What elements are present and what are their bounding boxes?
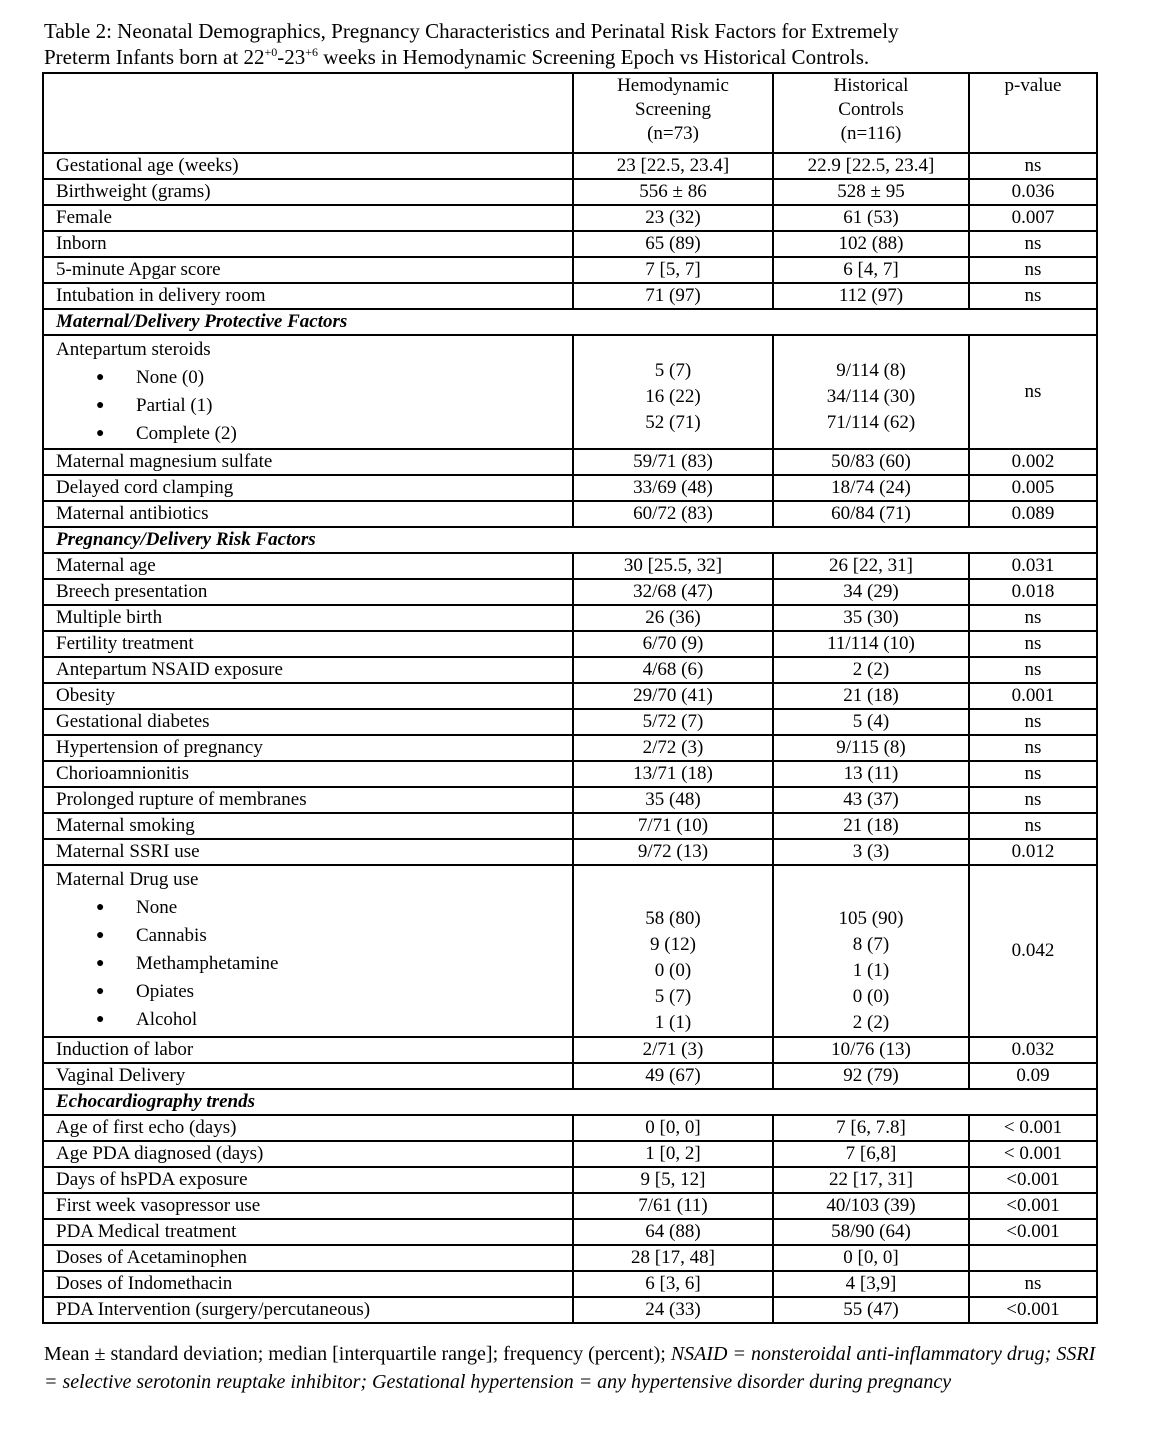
historical-value: 2 (2) <box>773 657 969 683</box>
p-value: 0.018 <box>969 579 1097 605</box>
bullet-icon: ● <box>96 956 105 971</box>
table-row <box>43 787 1097 813</box>
bullet-icon: ● <box>96 426 105 441</box>
historical-value: 26 [22, 31] <box>773 553 969 579</box>
bullet-label: Alcohol <box>136 1009 198 1030</box>
historical-value: 7 [6,8] <box>773 1141 969 1167</box>
bullet-item <box>56 1006 572 1034</box>
footnote-plain: Mean ± standard deviation; median [interquartile range]; frequency (percent); <box>44 1343 671 1365</box>
row-label: Maternal antibiotics <box>43 501 573 527</box>
row-label: Doses of Acetaminophen <box>43 1245 573 1271</box>
historical-value: 92 (79) <box>773 1063 969 1089</box>
hemodynamic-values <box>573 865 773 1037</box>
p-value: ns <box>969 257 1097 283</box>
historical-value: 0 [0, 0] <box>773 1245 969 1271</box>
hemodynamic-value: 28 [17, 48] <box>573 1245 773 1271</box>
row-label: Obesity <box>43 683 573 709</box>
table-row <box>43 475 1097 501</box>
hemodynamic-value: 7 [5, 7] <box>573 257 773 283</box>
hemodynamic-value: 32/68 (47) <box>573 579 773 605</box>
footnote-italic: NSAID = nonsteroidal anti-inflammatory drug; SSRI = selective serotonin reuptake inhibitor; Gestational hypertension = any hypertensive disorder during pregnancy <box>44 1343 1096 1393</box>
p-value: 0.032 <box>969 1037 1097 1063</box>
hemodynamic-value: 35 (48) <box>573 787 773 813</box>
bullet-icon: ● <box>96 370 105 385</box>
table-row <box>43 1271 1097 1297</box>
table-row <box>43 1037 1097 1063</box>
table-row <box>43 231 1097 257</box>
row-label: First week vasopressor use <box>43 1193 573 1219</box>
row-label: Prolonged rupture of membranes <box>43 787 573 813</box>
bullet-item <box>56 922 572 950</box>
bullet-label: Cannabis <box>136 925 207 946</box>
header-p-value: p-value <box>969 73 1097 153</box>
group-value: 8 (7) <box>852 934 890 955</box>
historical-values <box>773 335 969 449</box>
row-label: Gestational age (weeks) <box>43 153 573 179</box>
group-label: Maternal Drug use <box>56 869 199 890</box>
group-value: 105 (90) <box>838 908 904 929</box>
historical-value: 21 (18) <box>773 683 969 709</box>
row-label: Maternal age <box>43 553 573 579</box>
p-value: < 0.001 <box>969 1141 1097 1167</box>
historical-value: 40/103 (39) <box>773 1193 969 1219</box>
header-hemodynamic-screening: Hemodynamic Screening (n=73) <box>573 73 773 153</box>
p-value: <0.001 <box>969 1219 1097 1245</box>
hemodynamic-value: 65 (89) <box>573 231 773 257</box>
table-row <box>43 179 1097 205</box>
bullet-item <box>56 420 572 448</box>
historical-value: 55 (47) <box>773 1297 969 1323</box>
historical-value: 35 (30) <box>773 605 969 631</box>
row-label: Maternal smoking <box>43 813 573 839</box>
historical-value: 9/115 (8) <box>773 735 969 761</box>
hemodynamic-value: 5/72 (7) <box>573 709 773 735</box>
historical-value: 5 (4) <box>773 709 969 735</box>
group-value: 0 (0) <box>654 960 692 981</box>
row-label: Age PDA diagnosed (days) <box>43 1141 573 1167</box>
hemodynamic-value: 9/72 (13) <box>573 839 773 865</box>
historical-value: 22 [17, 31] <box>773 1167 969 1193</box>
table-row <box>43 839 1097 865</box>
historical-value: 6 [4, 7] <box>773 257 969 283</box>
bullet-item <box>56 392 572 420</box>
p-value: ns <box>969 709 1097 735</box>
table-row <box>43 709 1097 735</box>
hemodynamic-value: 7/71 (10) <box>573 813 773 839</box>
historical-value: 18/74 (24) <box>773 475 969 501</box>
section-row <box>43 309 1097 335</box>
group-value: 16 (22) <box>645 386 701 407</box>
group-label-cell <box>43 865 573 1037</box>
p-value: 0.002 <box>969 449 1097 475</box>
p-value: 0.005 <box>969 475 1097 501</box>
group-value: 9/114 (8) <box>836 360 906 381</box>
group-value: 1 (1) <box>654 1012 692 1033</box>
row-label: Inborn <box>43 231 573 257</box>
grouped-row <box>43 335 1097 449</box>
hemodynamic-value: 64 (88) <box>573 1219 773 1245</box>
bullet-icon: ● <box>96 984 105 999</box>
p-value: < 0.001 <box>969 1115 1097 1141</box>
table-row <box>43 257 1097 283</box>
row-label: Vaginal Delivery <box>43 1063 573 1089</box>
table-row <box>43 1063 1097 1089</box>
hemodynamic-value: 49 (67) <box>573 1063 773 1089</box>
hemodynamic-value: 6/70 (9) <box>573 631 773 657</box>
hemodynamic-value: 4/68 (6) <box>573 657 773 683</box>
bullet-item <box>56 978 572 1006</box>
table-row <box>43 553 1097 579</box>
hemodynamic-value: 24 (33) <box>573 1297 773 1323</box>
bullet-icon: ● <box>96 928 105 943</box>
row-label: Maternal SSRI use <box>43 839 573 865</box>
table-row <box>43 735 1097 761</box>
hemodynamic-value: 2/71 (3) <box>573 1037 773 1063</box>
historical-values <box>773 865 969 1037</box>
historical-value: 34 (29) <box>773 579 969 605</box>
table-row <box>43 605 1097 631</box>
historical-value: 21 (18) <box>773 813 969 839</box>
historical-value: 10/76 (13) <box>773 1037 969 1063</box>
table-caption <box>44 18 1104 70</box>
section-heading: Echocardiography trends <box>43 1089 1097 1115</box>
hemodynamic-value: 60/72 (83) <box>573 501 773 527</box>
grouped-row <box>43 865 1097 1037</box>
historical-value: 13 (11) <box>773 761 969 787</box>
group-value: 1 (1) <box>852 960 890 981</box>
hemodynamic-value: 59/71 (83) <box>573 449 773 475</box>
p-value: 0.001 <box>969 683 1097 709</box>
table-footnote <box>44 1340 1104 1396</box>
caption-line-1: Table 2: Neonatal Demographics, Pregnancy Characteristics and Perinatal Risk Factors for Extremely <box>44 19 899 43</box>
row-label: Maternal magnesium sulfate <box>43 449 573 475</box>
table-row <box>43 683 1097 709</box>
row-label: Doses of Indomethacin <box>43 1271 573 1297</box>
group-value: 71/114 (62) <box>826 412 916 433</box>
p-value: 0.042 <box>969 865 1097 1037</box>
p-value: <0.001 <box>969 1167 1097 1193</box>
table-row <box>43 657 1097 683</box>
table-row <box>43 1245 1097 1271</box>
p-value: ns <box>969 787 1097 813</box>
historical-value: 58/90 (64) <box>773 1219 969 1245</box>
table-row <box>43 283 1097 309</box>
table-row <box>43 205 1097 231</box>
bullet-icon: ● <box>96 1012 105 1027</box>
historical-value: 3 (3) <box>773 839 969 865</box>
bullet-label: None (0) <box>136 367 205 388</box>
bullet-label: Opiates <box>136 981 195 1002</box>
hemodynamic-value: 71 (97) <box>573 283 773 309</box>
table-row <box>43 761 1097 787</box>
group-label-cell <box>43 335 573 449</box>
group-label: Antepartum steroids <box>56 339 211 360</box>
p-value: ns <box>969 231 1097 257</box>
bullet-label: None <box>136 897 178 918</box>
hemodynamic-value: 9 [5, 12] <box>573 1167 773 1193</box>
group-value: 2 (2) <box>852 1012 890 1033</box>
historical-value: 4 [3,9] <box>773 1271 969 1297</box>
table-row <box>43 1141 1097 1167</box>
historical-value: 22.9 [22.5, 23.4] <box>773 153 969 179</box>
table-row <box>43 449 1097 475</box>
row-label: Breech presentation <box>43 579 573 605</box>
historical-value: 112 (97) <box>773 283 969 309</box>
hemodynamic-value: 0 [0, 0] <box>573 1115 773 1141</box>
section-heading: Pregnancy/Delivery Risk Factors <box>43 527 1097 553</box>
table-row <box>43 1193 1097 1219</box>
hemodynamic-value: 30 [25.5, 32] <box>573 553 773 579</box>
table-row <box>43 631 1097 657</box>
historical-value: 43 (37) <box>773 787 969 813</box>
bullet-label: Methamphetamine <box>136 953 279 974</box>
group-value: 52 (71) <box>645 412 701 433</box>
row-label: PDA Medical treatment <box>43 1219 573 1245</box>
bullet-item <box>56 364 572 392</box>
table-row <box>43 1115 1097 1141</box>
p-value: <0.001 <box>969 1297 1097 1323</box>
historical-value: 7 [6, 7.8] <box>773 1115 969 1141</box>
row-label: PDA Intervention (surgery/percutaneous) <box>43 1297 573 1323</box>
p-value: ns <box>969 1271 1097 1297</box>
p-value: 0.036 <box>969 179 1097 205</box>
row-label: Age of first echo (days) <box>43 1115 573 1141</box>
p-value: ns <box>969 335 1097 449</box>
bullet-label: Complete (2) <box>136 423 237 444</box>
p-value: ns <box>969 813 1097 839</box>
header-historical-controls: Historical Controls (n=116) <box>773 73 969 153</box>
p-value: 0.031 <box>969 553 1097 579</box>
row-label: 5-minute Apgar score <box>43 257 573 283</box>
section-row <box>43 1089 1097 1115</box>
group-value: 9 (12) <box>650 934 696 955</box>
p-value: 0.012 <box>969 839 1097 865</box>
hemodynamic-values <box>573 335 773 449</box>
historical-value: 60/84 (71) <box>773 501 969 527</box>
p-value: 0.007 <box>969 205 1097 231</box>
p-value <box>969 1245 1097 1271</box>
p-value: 0.09 <box>969 1063 1097 1089</box>
row-label: Days of hsPDA exposure <box>43 1167 573 1193</box>
hemodynamic-value: 33/69 (48) <box>573 475 773 501</box>
p-value: ns <box>969 283 1097 309</box>
section-heading: Maternal/Delivery Protective Factors <box>43 309 1097 335</box>
bullet-item <box>56 950 572 978</box>
group-value: 58 (80) <box>645 908 701 929</box>
p-value: ns <box>969 735 1097 761</box>
hemodynamic-value: 7/61 (11) <box>573 1193 773 1219</box>
row-label: Female <box>43 205 573 231</box>
caption-line-2: Preterm Infants born at $22^{+0}-23^{+6}$ weeks in Hemodynamic Screening Epoch vs Historical Controls. <box>44 45 870 69</box>
p-value: ns <box>969 605 1097 631</box>
table-row <box>43 1167 1097 1193</box>
section-row <box>43 527 1097 553</box>
group-value: 5 (7) <box>654 360 692 381</box>
row-label: Fertility treatment <box>43 631 573 657</box>
row-label: Birthweight (grams) <box>43 179 573 205</box>
p-value: ns <box>969 761 1097 787</box>
hemodynamic-value: 1 [0, 2] <box>573 1141 773 1167</box>
bullet-icon: ● <box>96 398 105 413</box>
p-value: <0.001 <box>969 1193 1097 1219</box>
group-value: 0 (0) <box>852 986 890 1007</box>
hemodynamic-value: 6 [3, 6] <box>573 1271 773 1297</box>
p-value: ns <box>969 631 1097 657</box>
bullet-item <box>56 894 572 922</box>
group-value: 34/114 (30) <box>826 386 916 407</box>
p-value: 0.089 <box>969 501 1097 527</box>
hemodynamic-value: 29/70 (41) <box>573 683 773 709</box>
bullet-label: Partial (1) <box>136 395 213 416</box>
hemodynamic-value: 23 (32) <box>573 205 773 231</box>
table-row <box>43 501 1097 527</box>
table-row <box>43 153 1097 179</box>
hemodynamic-value: 13/71 (18) <box>573 761 773 787</box>
row-label: Chorioamnionitis <box>43 761 573 787</box>
historical-value: 102 (88) <box>773 231 969 257</box>
row-label: Induction of labor <box>43 1037 573 1063</box>
historical-value: 61 (53) <box>773 205 969 231</box>
table-row <box>43 1297 1097 1323</box>
table-row <box>43 813 1097 839</box>
row-label: Delayed cord clamping <box>43 475 573 501</box>
row-label: Intubation in delivery room <box>43 283 573 309</box>
header-empty-cell <box>43 73 573 153</box>
hemodynamic-value: 556 ± 86 <box>573 179 773 205</box>
group-value: 5 (7) <box>654 986 692 1007</box>
row-label: Hypertension of pregnancy <box>43 735 573 761</box>
p-value: ns <box>969 153 1097 179</box>
hemodynamic-value: 2/72 (3) <box>573 735 773 761</box>
historical-value: 528 ± 95 <box>773 179 969 205</box>
p-value: ns <box>969 657 1097 683</box>
header-row <box>43 73 1097 153</box>
row-label: Gestational diabetes <box>43 709 573 735</box>
hemodynamic-value: 23 [22.5, 23.4] <box>573 153 773 179</box>
row-label: Multiple birth <box>43 605 573 631</box>
table-row <box>43 1219 1097 1245</box>
row-label: Antepartum NSAID exposure <box>43 657 573 683</box>
hemodynamic-value: 26 (36) <box>573 605 773 631</box>
historical-value: 50/83 (60) <box>773 449 969 475</box>
bullet-icon: ● <box>96 900 105 915</box>
demographics-table <box>42 72 1098 1324</box>
table-row <box>43 579 1097 605</box>
historical-value: 11/114 (10) <box>773 631 969 657</box>
